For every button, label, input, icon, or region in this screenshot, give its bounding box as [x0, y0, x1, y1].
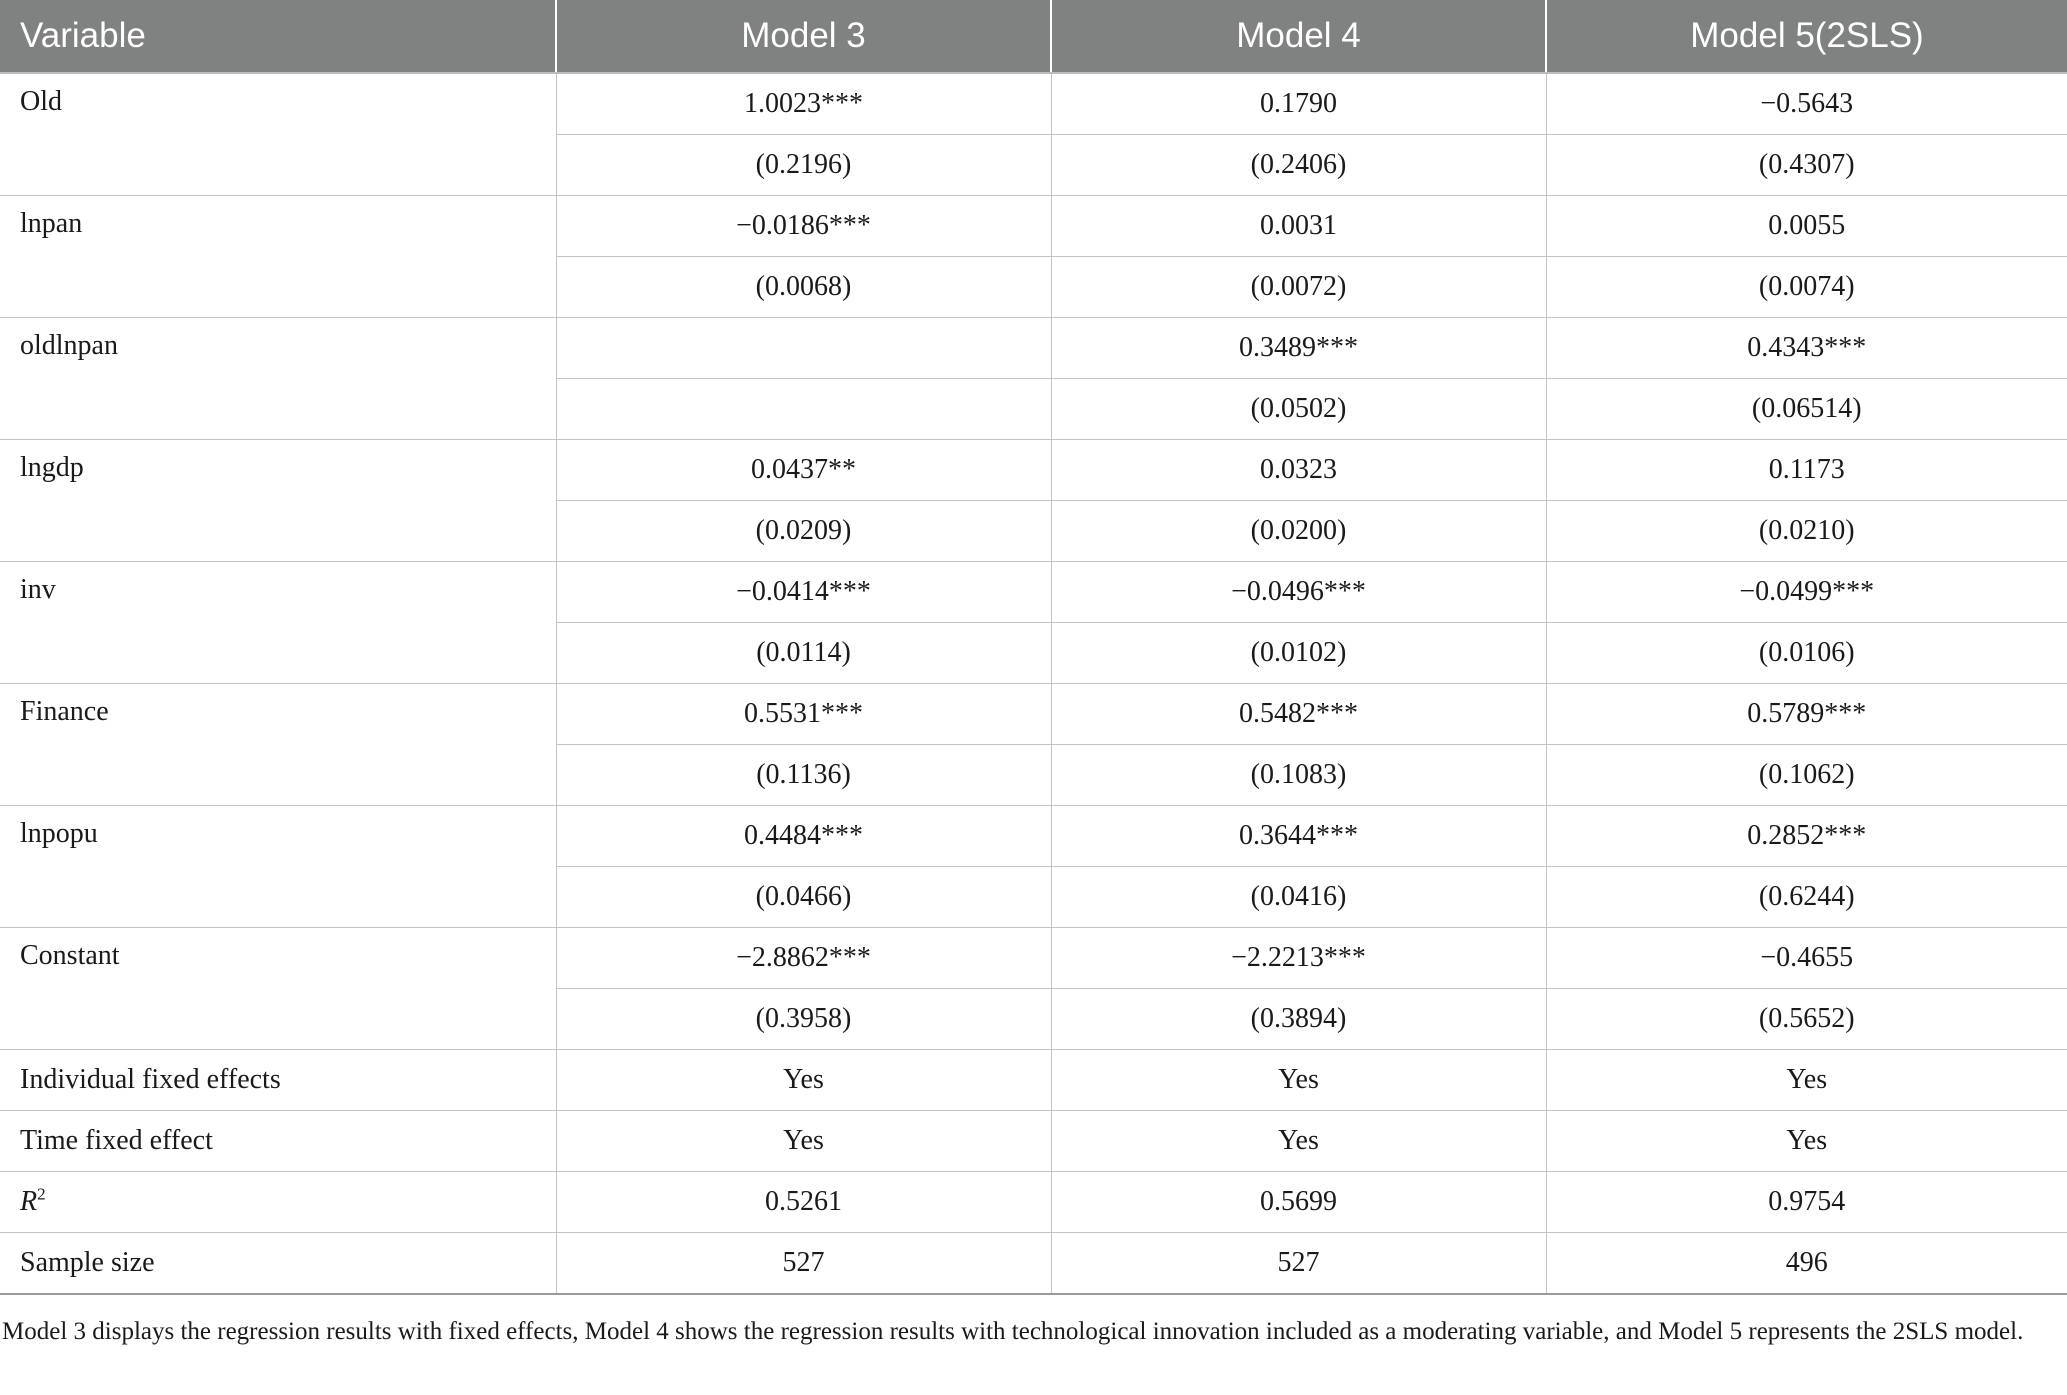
coef-row-lnpan: [0, 196, 2067, 257]
summary-cell: 0.5261: [556, 1172, 1051, 1233]
coef-row-lngdp: [0, 440, 2067, 501]
se-cell: (0.06514): [1546, 379, 2067, 440]
coef-row-finance: [0, 684, 2067, 745]
summary-row-time-fe: [0, 1111, 2067, 1172]
coef-cell: −2.8862***: [556, 928, 1051, 989]
coef-cell: −0.0414***: [556, 562, 1051, 623]
variable-label: Time fixed effect: [0, 1111, 556, 1172]
header-row: [0, 0, 2067, 73]
se-cell: (0.0200): [1051, 501, 1546, 562]
se-cell: (0.1062): [1546, 745, 2067, 806]
se-cell: (0.5652): [1546, 989, 2067, 1050]
variable-label: Old: [0, 73, 556, 196]
variable-label: lngdp: [0, 440, 556, 562]
variable-label: lnpopu: [0, 806, 556, 928]
table-footnote: Model 3 displays the regression results with fixed effects, Model 4 shows the regression results with technological innovation included as a moderating variable, and Model 5 represents the 2SLS model.: [2, 1318, 2024, 1345]
se-cell: (0.1083): [1051, 745, 1546, 806]
summary-cell: 527: [1051, 1233, 1546, 1295]
se-cell: (0.0466): [556, 867, 1051, 928]
coef-cell: 0.5531***: [556, 684, 1051, 745]
summary-row-sample-size: [0, 1233, 2067, 1295]
summary-cell: 527: [556, 1233, 1051, 1295]
variable-label: lnpan: [0, 196, 556, 318]
r-squared-symbol: R: [20, 1186, 38, 1217]
summary-cell: Yes: [556, 1111, 1051, 1172]
summary-row-r-squared: [0, 1172, 2067, 1233]
coef-cell: 0.5482***: [1051, 684, 1546, 745]
header-model-5: Model 5(2SLS): [1546, 0, 2067, 73]
summary-cell: Yes: [556, 1050, 1051, 1111]
header-model-3: Model 3: [556, 0, 1051, 73]
coef-cell: 0.0055: [1546, 196, 2067, 257]
se-cell: (0.0072): [1051, 257, 1546, 318]
coef-cell: 0.4343***: [1546, 318, 2067, 379]
table-header: [0, 0, 2067, 73]
coef-cell: −0.0496***: [1051, 562, 1546, 623]
se-cell: (0.3894): [1051, 989, 1546, 1050]
table-body: [0, 73, 2067, 1294]
coef-cell: 0.3489***: [1051, 318, 1546, 379]
variable-label: oldlnpan: [0, 318, 556, 440]
coef-row-constant: [0, 928, 2067, 989]
header-variable: Variable: [0, 0, 556, 73]
se-cell: (0.0074): [1546, 257, 2067, 318]
coef-cell: 0.1790: [1051, 73, 1546, 135]
se-cell: (0.0416): [1051, 867, 1546, 928]
summary-cell: 0.5699: [1051, 1172, 1546, 1233]
coef-cell: −0.5643: [1546, 73, 2067, 135]
coef-cell: −0.4655: [1546, 928, 2067, 989]
summary-cell: Yes: [1546, 1050, 2067, 1111]
summary-cell: 0.9754: [1546, 1172, 2067, 1233]
variable-label: Finance: [0, 684, 556, 806]
se-cell: (0.1136): [556, 745, 1051, 806]
coef-cell: 0.0437**: [556, 440, 1051, 501]
se-cell: (0.6244): [1546, 867, 2067, 928]
coef-row-inv: [0, 562, 2067, 623]
variable-label: Individual fixed effects: [0, 1050, 556, 1111]
coef-cell: 0.2852***: [1546, 806, 2067, 867]
coef-cell: 0.0323: [1051, 440, 1546, 501]
se-cell: (0.0210): [1546, 501, 2067, 562]
variable-label: Constant: [0, 928, 556, 1050]
coef-cell: 1.0023***: [556, 73, 1051, 135]
coef-cell: 0.3644***: [1051, 806, 1546, 867]
se-cell: (0.2406): [1051, 135, 1546, 196]
coef-cell: −0.0499***: [1546, 562, 2067, 623]
summary-cell: Yes: [1051, 1111, 1546, 1172]
coef-cell: −0.0186***: [556, 196, 1051, 257]
se-cell: (0.0068): [556, 257, 1051, 318]
coef-cell: 0.1173: [1546, 440, 2067, 501]
summary-cell: 496: [1546, 1233, 2067, 1295]
coef-cell: 0.0031: [1051, 196, 1546, 257]
summary-cell: Yes: [1546, 1111, 2067, 1172]
summary-row-individual-fe: [0, 1050, 2067, 1111]
coef-row-lnpopu: [0, 806, 2067, 867]
header-model-4: Model 4: [1051, 0, 1546, 73]
se-cell: (0.0502): [1051, 379, 1546, 440]
se-cell: (0.0114): [556, 623, 1051, 684]
se-cell: (0.3958): [556, 989, 1051, 1050]
coef-cell: [556, 318, 1051, 379]
variable-label: Sample size: [0, 1233, 556, 1295]
r-squared-superscript: 2: [37, 1184, 46, 1204]
coef-cell: 0.5789***: [1546, 684, 2067, 745]
variable-label: [0, 1172, 556, 1233]
se-cell: (0.2196): [556, 135, 1051, 196]
coef-cell: 0.4484***: [556, 806, 1051, 867]
summary-cell: Yes: [1051, 1050, 1546, 1111]
se-cell: (0.0106): [1546, 623, 2067, 684]
se-cell: [556, 379, 1051, 440]
se-cell: (0.0102): [1051, 623, 1546, 684]
coef-row-old: [0, 73, 2067, 135]
coef-cell: −2.2213***: [1051, 928, 1546, 989]
variable-label: inv: [0, 562, 556, 684]
coef-row-oldlnpan: [0, 318, 2067, 379]
se-cell: (0.4307): [1546, 135, 2067, 196]
se-cell: (0.0209): [556, 501, 1051, 562]
